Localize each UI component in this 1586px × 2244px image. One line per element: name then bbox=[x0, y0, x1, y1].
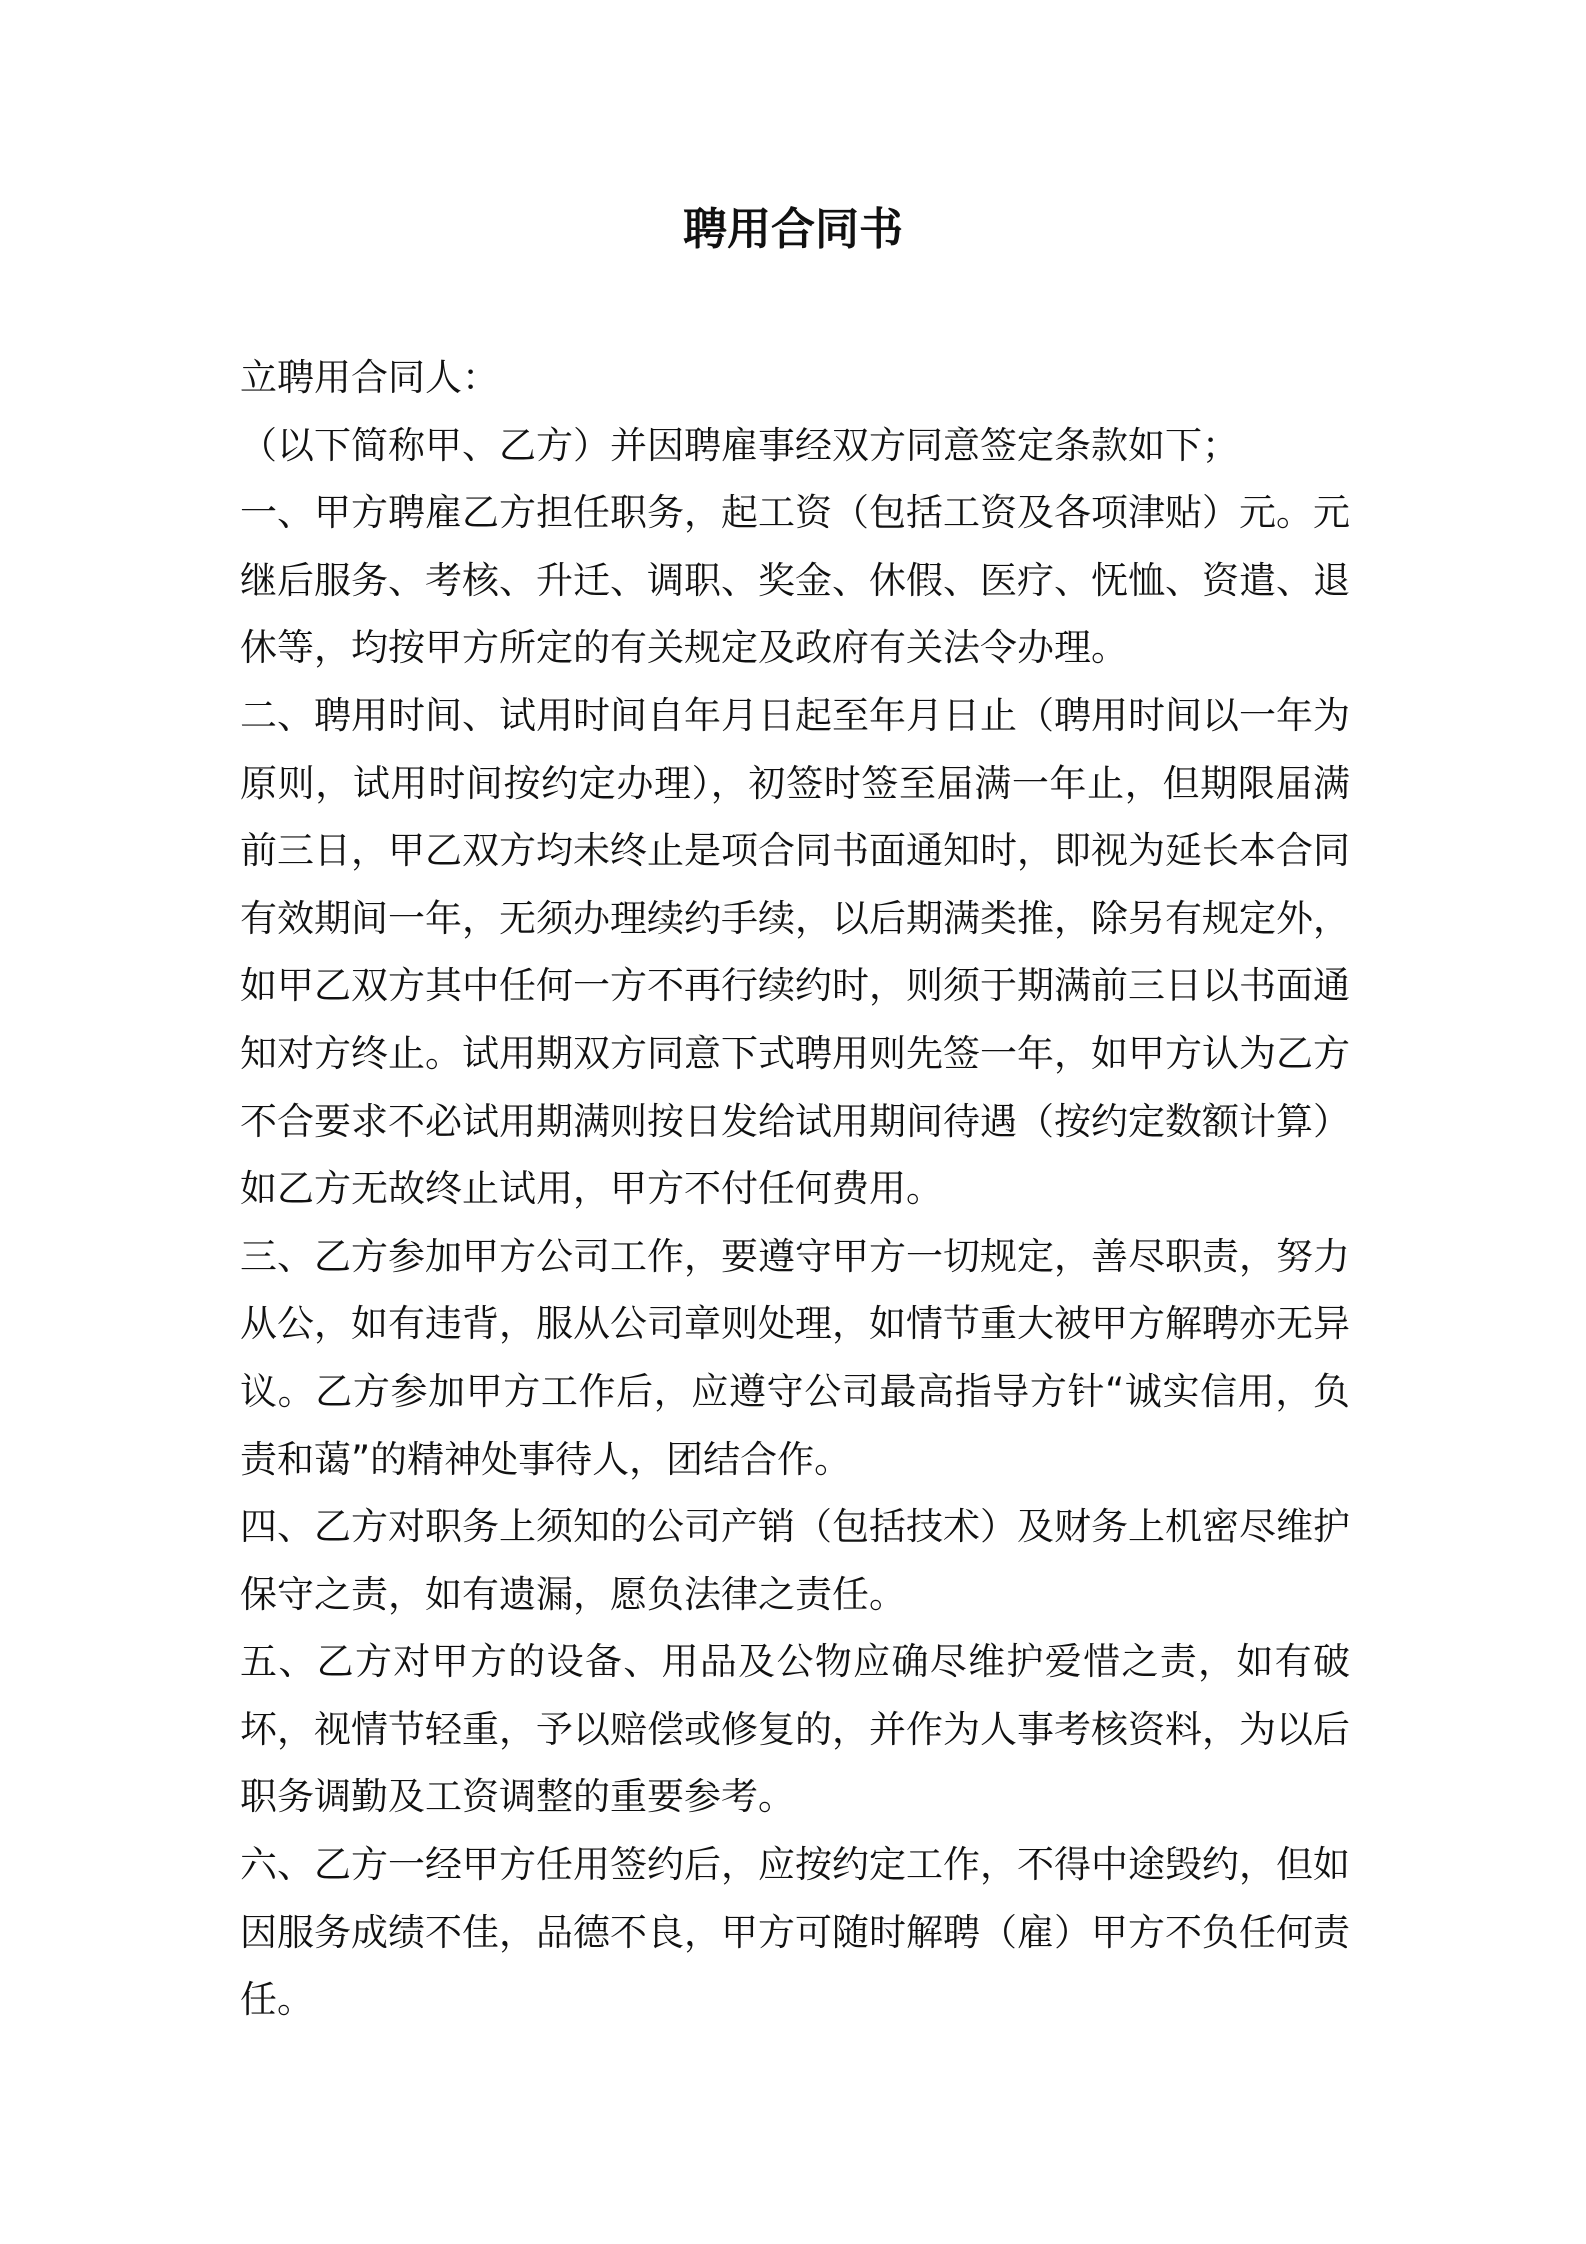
clause-4: 四、乙方对职务上须知的公司产销（包括技术）及财务上机密尽维护保守之责，如有遗漏，愿负法律之责任。 bbox=[240, 1505, 1350, 1616]
clause-5: 五、乙方对甲方的设备、用品及公物应确尽维护爱惜之责，如有破坏，视情节轻重，予以赔偿或修复的，并作为人事考核资料，为以后职务调勤及工资调整的重要参考。 bbox=[240, 1640, 1350, 1819]
paragraph-parties: 立聘用合同人： bbox=[240, 356, 499, 399]
clause-1: 一、甲方聘雇乙方担任职务，起工资（包括工资及各项津贴）元。元继后服务、考核、升迁、调职、奖金、休假、医疗、怃恤、资遣、退休等，均按甲方所定的有关规定及政府有关法令办理。 bbox=[240, 491, 1350, 670]
clause-3: 三、乙方参加甲方公司工作，要遵守甲方一切规定，善尽职责，努力从公，如有违背，服从公司章则处理，如情节重大被甲方解聘亦无异议。乙方参加甲方工作后，应遵守公司最高指导方针“诚实信用，负责和蔼”的精神处事待人，团结合作。 bbox=[240, 1234, 1350, 1481]
paragraph-preamble: （以下简称甲、乙方）并因聘雇事经双方同意签定条款如下； bbox=[240, 423, 1239, 467]
document-body bbox=[240, 344, 1350, 2034]
clause-2: 二、聘用时间、试用时间自年月日起至年月日止（聘用时间以一年为原则，试用时间按约定办理），初签时签至届满一年止，但期限届满前三日，甲乙双方均未终止是项合同书面通知时，即视为延长本合同有效期间一年，无须办理续约手续，以后期满类推，除另有规定外，如甲乙双方其中任何一方不再行续约时，则须于期满前三日以书面通知对方终止。试用期双方同意下式聘用则先签一年，如甲方认为乙方不合要求不必试用期满则按日发给试用期间待遇（按约定数额计算）如乙方无故终止试用，甲方不付任何费用。 bbox=[240, 693, 1350, 1211]
document-title: 聘用合同书 bbox=[683, 204, 903, 255]
clause-6: 六、乙方一经甲方任用签约后，应按约定工作，不得中途毁约，但如因服务成绩不佳，品德不良，甲方可随时解聘（雇）甲方不负任何责任。 bbox=[240, 1843, 1350, 2022]
